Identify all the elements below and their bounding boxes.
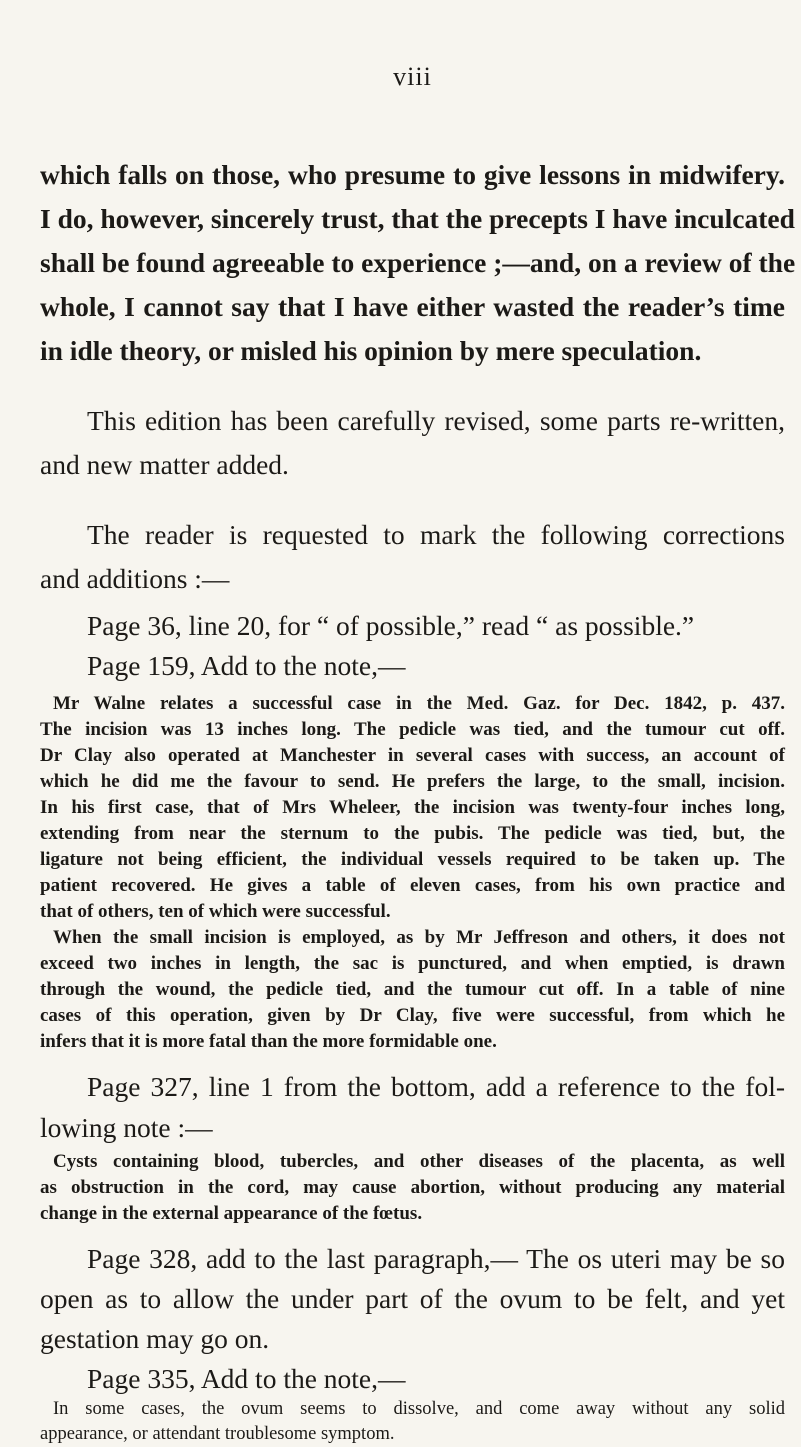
- note-line: patient recovered. He gives a table of eleven cases, from his own practice and: [40, 875, 785, 896]
- correction-heading: lowing note :—: [40, 1112, 213, 1143]
- note-line: cases of this operation, given by Dr Clay, five were successful, from which he: [40, 1005, 785, 1026]
- page-number: viii: [393, 62, 432, 91]
- preface-p2-line: This edition has been carefully revised, some parts re-written,: [87, 405, 785, 436]
- preface-p3-line: The reader is requested to mark the following corrections: [87, 519, 785, 550]
- note-line: Mr Walne relates a successful case in the Med. Gaz. for Dec. 1842, p. 437.: [53, 693, 785, 714]
- note-line: change in the external appearance of the fœtus.: [40, 1203, 423, 1224]
- note-line: In some cases, the ovum seems to dissolve, and come away without any solid: [53, 1399, 785, 1419]
- note-line: In his first case, that of Mrs Wheleer, the incision was twenty-four inches long,: [40, 797, 785, 818]
- correction-heading: open as to allow the under part of the ovum to be felt, and yet: [40, 1283, 785, 1314]
- note-line: which he did me the favour to send. He prefers the large, to the small, incision.: [40, 771, 785, 792]
- note-line: ligature not being efficient, the individual vessels required to be taken up. The: [40, 849, 785, 870]
- preface-p1-line: which falls on those, who presume to give lessons in midwifery.: [40, 159, 785, 190]
- note-line: exceed two inches in length, the sac is punctured, and when emptied, is drawn: [40, 953, 785, 974]
- preface-p1-line: I do, however, sincerely trust, that the precepts I have inculcated: [40, 203, 795, 234]
- correction-heading: Page 328, add to the last paragraph,— The os uteri may be so: [87, 1243, 785, 1274]
- note-line: infers that it is more fatal than the more formidable one.: [40, 1031, 497, 1052]
- preface-p3-line: and additions :—: [40, 563, 230, 594]
- note-line: The incision was 13 inches long. The pedicle was tied, and the tumour cut off.: [40, 719, 785, 740]
- note-line: When the small incision is employed, as by Mr Jeffreson and others, it does not: [53, 927, 785, 948]
- note-line: Cysts containing blood, tubercles, and other diseases of the placenta, as well: [53, 1151, 785, 1172]
- note-line: appearance, or attendant troublesome symptom.: [40, 1424, 395, 1444]
- note-line: through the wound, the pedicle tied, and the tumour cut off. In a table of nine: [40, 979, 785, 1000]
- correction-heading: Page 159, Add to the note,—: [87, 650, 406, 681]
- preface-p1-line: in idle theory, or misled his opinion by mere speculation.: [40, 335, 702, 366]
- correction-heading: Page 327, line 1 from the bottom, add a reference to the fol-: [87, 1071, 785, 1102]
- note-line: extending from near the sternum to the pubis. The pedicle was tied, but, the: [40, 823, 785, 844]
- preface-p2-line: and new matter added.: [40, 449, 289, 480]
- correction-heading: Page 335, Add to the note,—: [87, 1363, 406, 1394]
- note-line: Dr Clay also operated at Manchester in several cases with success, an account of: [40, 745, 785, 766]
- preface-p1-line: shall be found agreeable to experience ;—and, on a review of the: [40, 247, 796, 278]
- preface-p1-line: whole, I cannot say that I have either wasted the reader’s time: [40, 291, 785, 322]
- note-line: that of others, ten of which were successful.: [40, 901, 391, 922]
- correction-heading: gestation may go on.: [40, 1323, 270, 1354]
- note-line: as obstruction in the cord, may cause abortion, without producing any material: [40, 1177, 785, 1198]
- correction-heading: Page 36, line 20, for “ of possible,” read “ as possible.”: [87, 610, 695, 641]
